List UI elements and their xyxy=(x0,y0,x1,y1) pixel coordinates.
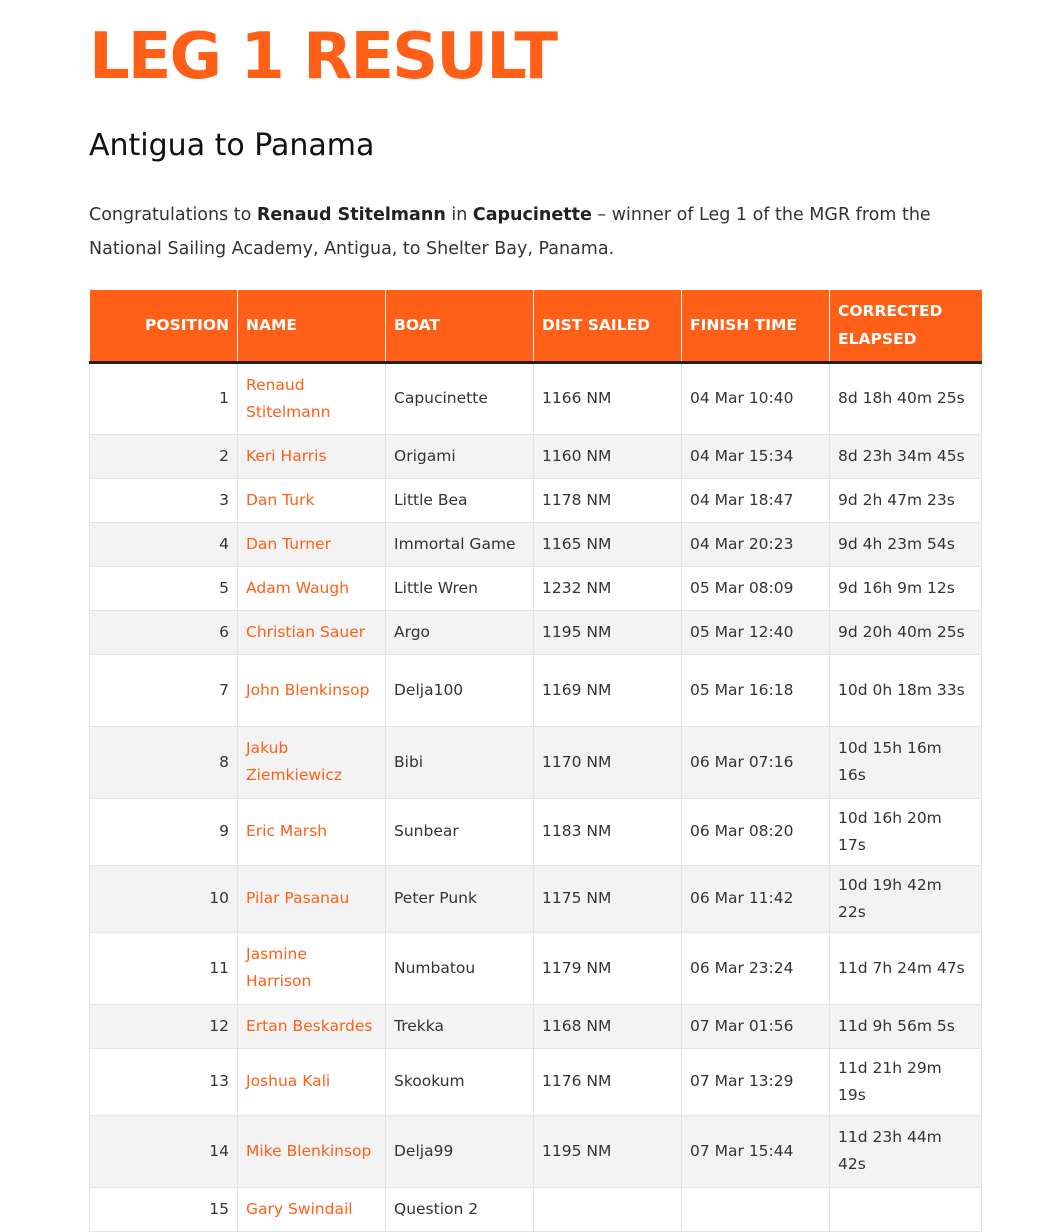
dist-sailed-cell xyxy=(534,1187,682,1231)
sailor-name-link[interactable]: John Blenkinsop xyxy=(246,680,370,699)
table-row xyxy=(90,610,982,654)
boat-cell: Trekka xyxy=(386,1004,534,1048)
column-header-dist-sailed[interactable]: DIST SAILED xyxy=(534,290,682,362)
sailor-name-link[interactable]: Pilar Pasanau xyxy=(246,889,350,907)
position-cell: 14 xyxy=(90,1115,238,1187)
position-cell: 7 xyxy=(90,654,238,726)
boat-cell: Peter Punk xyxy=(386,865,534,932)
dist-sailed-cell: 1175 NM xyxy=(534,865,682,932)
table-row xyxy=(90,798,982,865)
sailor-name-link[interactable]: Jasmine Harrison xyxy=(246,945,312,990)
name-cell xyxy=(238,654,386,726)
column-header-finish-time[interactable]: FINISH TIME xyxy=(682,290,830,362)
corrected-elapsed-cell: 8d 18h 40m 25s xyxy=(830,362,982,434)
corrected-elapsed-cell: 9d 16h 9m 12s xyxy=(830,566,982,610)
results-body xyxy=(90,362,982,1231)
table-row xyxy=(90,1115,982,1187)
corrected-elapsed-cell xyxy=(830,1187,982,1231)
boat-cell: Little Wren xyxy=(386,566,534,610)
position-cell: 8 xyxy=(90,726,238,798)
finish-time-cell: 07 Mar 01:56 xyxy=(682,1004,830,1048)
name-cell xyxy=(238,726,386,798)
finish-time-cell: 07 Mar 15:44 xyxy=(682,1115,830,1187)
boat-cell: Numbatou xyxy=(386,932,534,1004)
name-cell xyxy=(238,932,386,1004)
dist-sailed-cell: 1169 NM xyxy=(534,654,682,726)
corrected-elapsed-cell: 9d 4h 23m 54s xyxy=(830,522,982,566)
dist-sailed-cell: 1166 NM xyxy=(534,362,682,434)
finish-time-cell: 05 Mar 16:18 xyxy=(682,654,830,726)
dist-sailed-cell: 1170 NM xyxy=(534,726,682,798)
intro-prefix: Congratulations to xyxy=(89,205,257,225)
dist-sailed-cell: 1195 NM xyxy=(534,610,682,654)
dist-sailed-cell: 1160 NM xyxy=(534,434,682,478)
sailor-name-link[interactable]: Gary Swindail xyxy=(246,1199,353,1218)
finish-time-cell: 06 Mar 07:16 xyxy=(682,726,830,798)
sailor-name-link[interactable]: Eric Marsh xyxy=(246,822,328,840)
corrected-elapsed-cell: 11d 7h 24m 47s xyxy=(830,932,982,1004)
dist-sailed-cell: 1232 NM xyxy=(534,566,682,610)
finish-time-cell: 06 Mar 23:24 xyxy=(682,932,830,1004)
dist-sailed-cell: 1178 NM xyxy=(534,478,682,522)
finish-time-cell xyxy=(682,1187,830,1231)
column-header-corrected-elapsed[interactable]: CORRECTED ELAPSED xyxy=(830,290,982,362)
boat-cell: Sunbear xyxy=(386,798,534,865)
dist-sailed-cell: 1179 NM xyxy=(534,932,682,1004)
position-cell: 1 xyxy=(90,362,238,434)
name-cell xyxy=(238,610,386,654)
position-cell: 12 xyxy=(90,1004,238,1048)
boat-cell: Delja99 xyxy=(386,1115,534,1187)
corrected-elapsed-cell: 11d 23h 44m 42s xyxy=(830,1115,982,1187)
position-cell: 15 xyxy=(90,1187,238,1231)
sailor-name-link[interactable]: Renaud Stitelmann xyxy=(246,375,331,421)
boat-cell: Bibi xyxy=(386,726,534,798)
name-cell xyxy=(238,1115,386,1187)
sailor-name-link[interactable]: Dan Turk xyxy=(246,490,315,509)
corrected-elapsed-cell: 10d 19h 42m 22s xyxy=(830,865,982,932)
table-row xyxy=(90,1004,982,1048)
sailor-name-link[interactable]: Ertan Beskardes xyxy=(246,1016,373,1035)
name-cell xyxy=(238,1004,386,1048)
finish-time-cell: 05 Mar 12:40 xyxy=(682,610,830,654)
name-cell xyxy=(238,434,386,478)
table-row xyxy=(90,654,982,726)
corrected-elapsed-cell: 10d 15h 16m 16s xyxy=(830,726,982,798)
finish-time-cell: 06 Mar 11:42 xyxy=(682,865,830,932)
corrected-elapsed-cell: 11d 9h 56m 5s xyxy=(830,1004,982,1048)
finish-time-cell: 06 Mar 08:20 xyxy=(682,798,830,865)
table-row xyxy=(90,1187,982,1231)
boat-cell: Immortal Game xyxy=(386,522,534,566)
sailor-name-link[interactable]: Christian Sauer xyxy=(246,622,366,641)
corrected-elapsed-cell: 10d 16h 20m 17s xyxy=(830,798,982,865)
finish-time-cell: 04 Mar 15:34 xyxy=(682,434,830,478)
intro-paragraph xyxy=(89,198,989,266)
finish-time-cell: 04 Mar 18:47 xyxy=(682,478,830,522)
boat-cell: Little Bea xyxy=(386,478,534,522)
sailor-name-link[interactable]: Mike Blenkinsop xyxy=(246,1141,372,1160)
table-row xyxy=(90,1048,982,1115)
name-cell xyxy=(238,798,386,865)
boat-cell: Skookum xyxy=(386,1048,534,1115)
boat-cell: Capucinette xyxy=(386,362,534,434)
boat-cell: Origami xyxy=(386,434,534,478)
corrected-elapsed-cell: 9d 20h 40m 25s xyxy=(830,610,982,654)
sailor-name-link[interactable]: Joshua Kali xyxy=(246,1072,331,1090)
sailor-name-link[interactable]: Dan Turner xyxy=(246,534,331,553)
finish-time-cell: 04 Mar 10:40 xyxy=(682,362,830,434)
boat-cell: Delja100 xyxy=(386,654,534,726)
corrected-elapsed-cell: 8d 23h 34m 45s xyxy=(830,434,982,478)
table-row xyxy=(90,932,982,1004)
name-cell xyxy=(238,522,386,566)
dist-sailed-cell: 1165 NM xyxy=(534,522,682,566)
position-cell: 2 xyxy=(90,434,238,478)
column-header-boat[interactable]: BOAT xyxy=(386,290,534,362)
results-table xyxy=(89,290,982,1232)
finish-time-cell: 07 Mar 13:29 xyxy=(682,1048,830,1115)
column-header-position[interactable]: POSITION xyxy=(90,290,238,362)
intro-boat: Capucinette xyxy=(472,205,592,225)
table-row xyxy=(90,522,982,566)
finish-time-cell: 04 Mar 20:23 xyxy=(682,522,830,566)
position-cell: 5 xyxy=(90,566,238,610)
position-cell: 4 xyxy=(90,522,238,566)
name-cell xyxy=(238,1187,386,1231)
page-subtitle: Antigua to Panama xyxy=(89,128,375,163)
table-row xyxy=(90,362,982,434)
intro-suffix: – winner of Leg 1 of the MGR from the National Sailing Academy, Antigua, to Shelter Bay, Panama. xyxy=(89,205,931,259)
sailor-name-link[interactable]: Keri Harris xyxy=(246,446,327,465)
position-cell: 11 xyxy=(90,932,238,1004)
corrected-elapsed-cell: 10d 0h 18m 33s xyxy=(830,654,982,726)
sailor-name-link[interactable]: Adam Waugh xyxy=(246,578,350,597)
position-cell: 9 xyxy=(90,798,238,865)
table-row xyxy=(90,566,982,610)
intro-sailor: Renaud Stitelmann xyxy=(256,205,446,225)
column-header-name[interactable]: NAME xyxy=(238,290,386,362)
table-row xyxy=(90,434,982,478)
table-row xyxy=(90,478,982,522)
name-cell xyxy=(238,865,386,932)
position-cell: 3 xyxy=(90,478,238,522)
position-cell: 10 xyxy=(90,865,238,932)
boat-cell: Question 2 xyxy=(386,1187,534,1231)
finish-time-cell: 05 Mar 08:09 xyxy=(682,566,830,610)
name-cell xyxy=(238,478,386,522)
table-row xyxy=(90,865,982,932)
dist-sailed-cell: 1195 NM xyxy=(534,1115,682,1187)
dist-sailed-cell: 1176 NM xyxy=(534,1048,682,1115)
dist-sailed-cell: 1168 NM xyxy=(534,1004,682,1048)
name-cell xyxy=(238,566,386,610)
intro-middle: in xyxy=(445,205,473,225)
corrected-elapsed-cell: 11d 21h 29m 19s xyxy=(830,1048,982,1115)
position-cell: 6 xyxy=(90,610,238,654)
position-cell: 13 xyxy=(90,1048,238,1115)
sailor-name-link[interactable]: Jakub Ziemkiewicz xyxy=(246,739,343,784)
dist-sailed-cell: 1183 NM xyxy=(534,798,682,865)
page-title: LEG 1 RESULT xyxy=(89,20,557,94)
name-cell xyxy=(238,1048,386,1115)
table-row xyxy=(90,726,982,798)
corrected-elapsed-cell: 9d 2h 47m 23s xyxy=(830,478,982,522)
boat-cell: Argo xyxy=(386,610,534,654)
name-cell xyxy=(238,362,386,434)
table-header-row xyxy=(90,290,982,362)
